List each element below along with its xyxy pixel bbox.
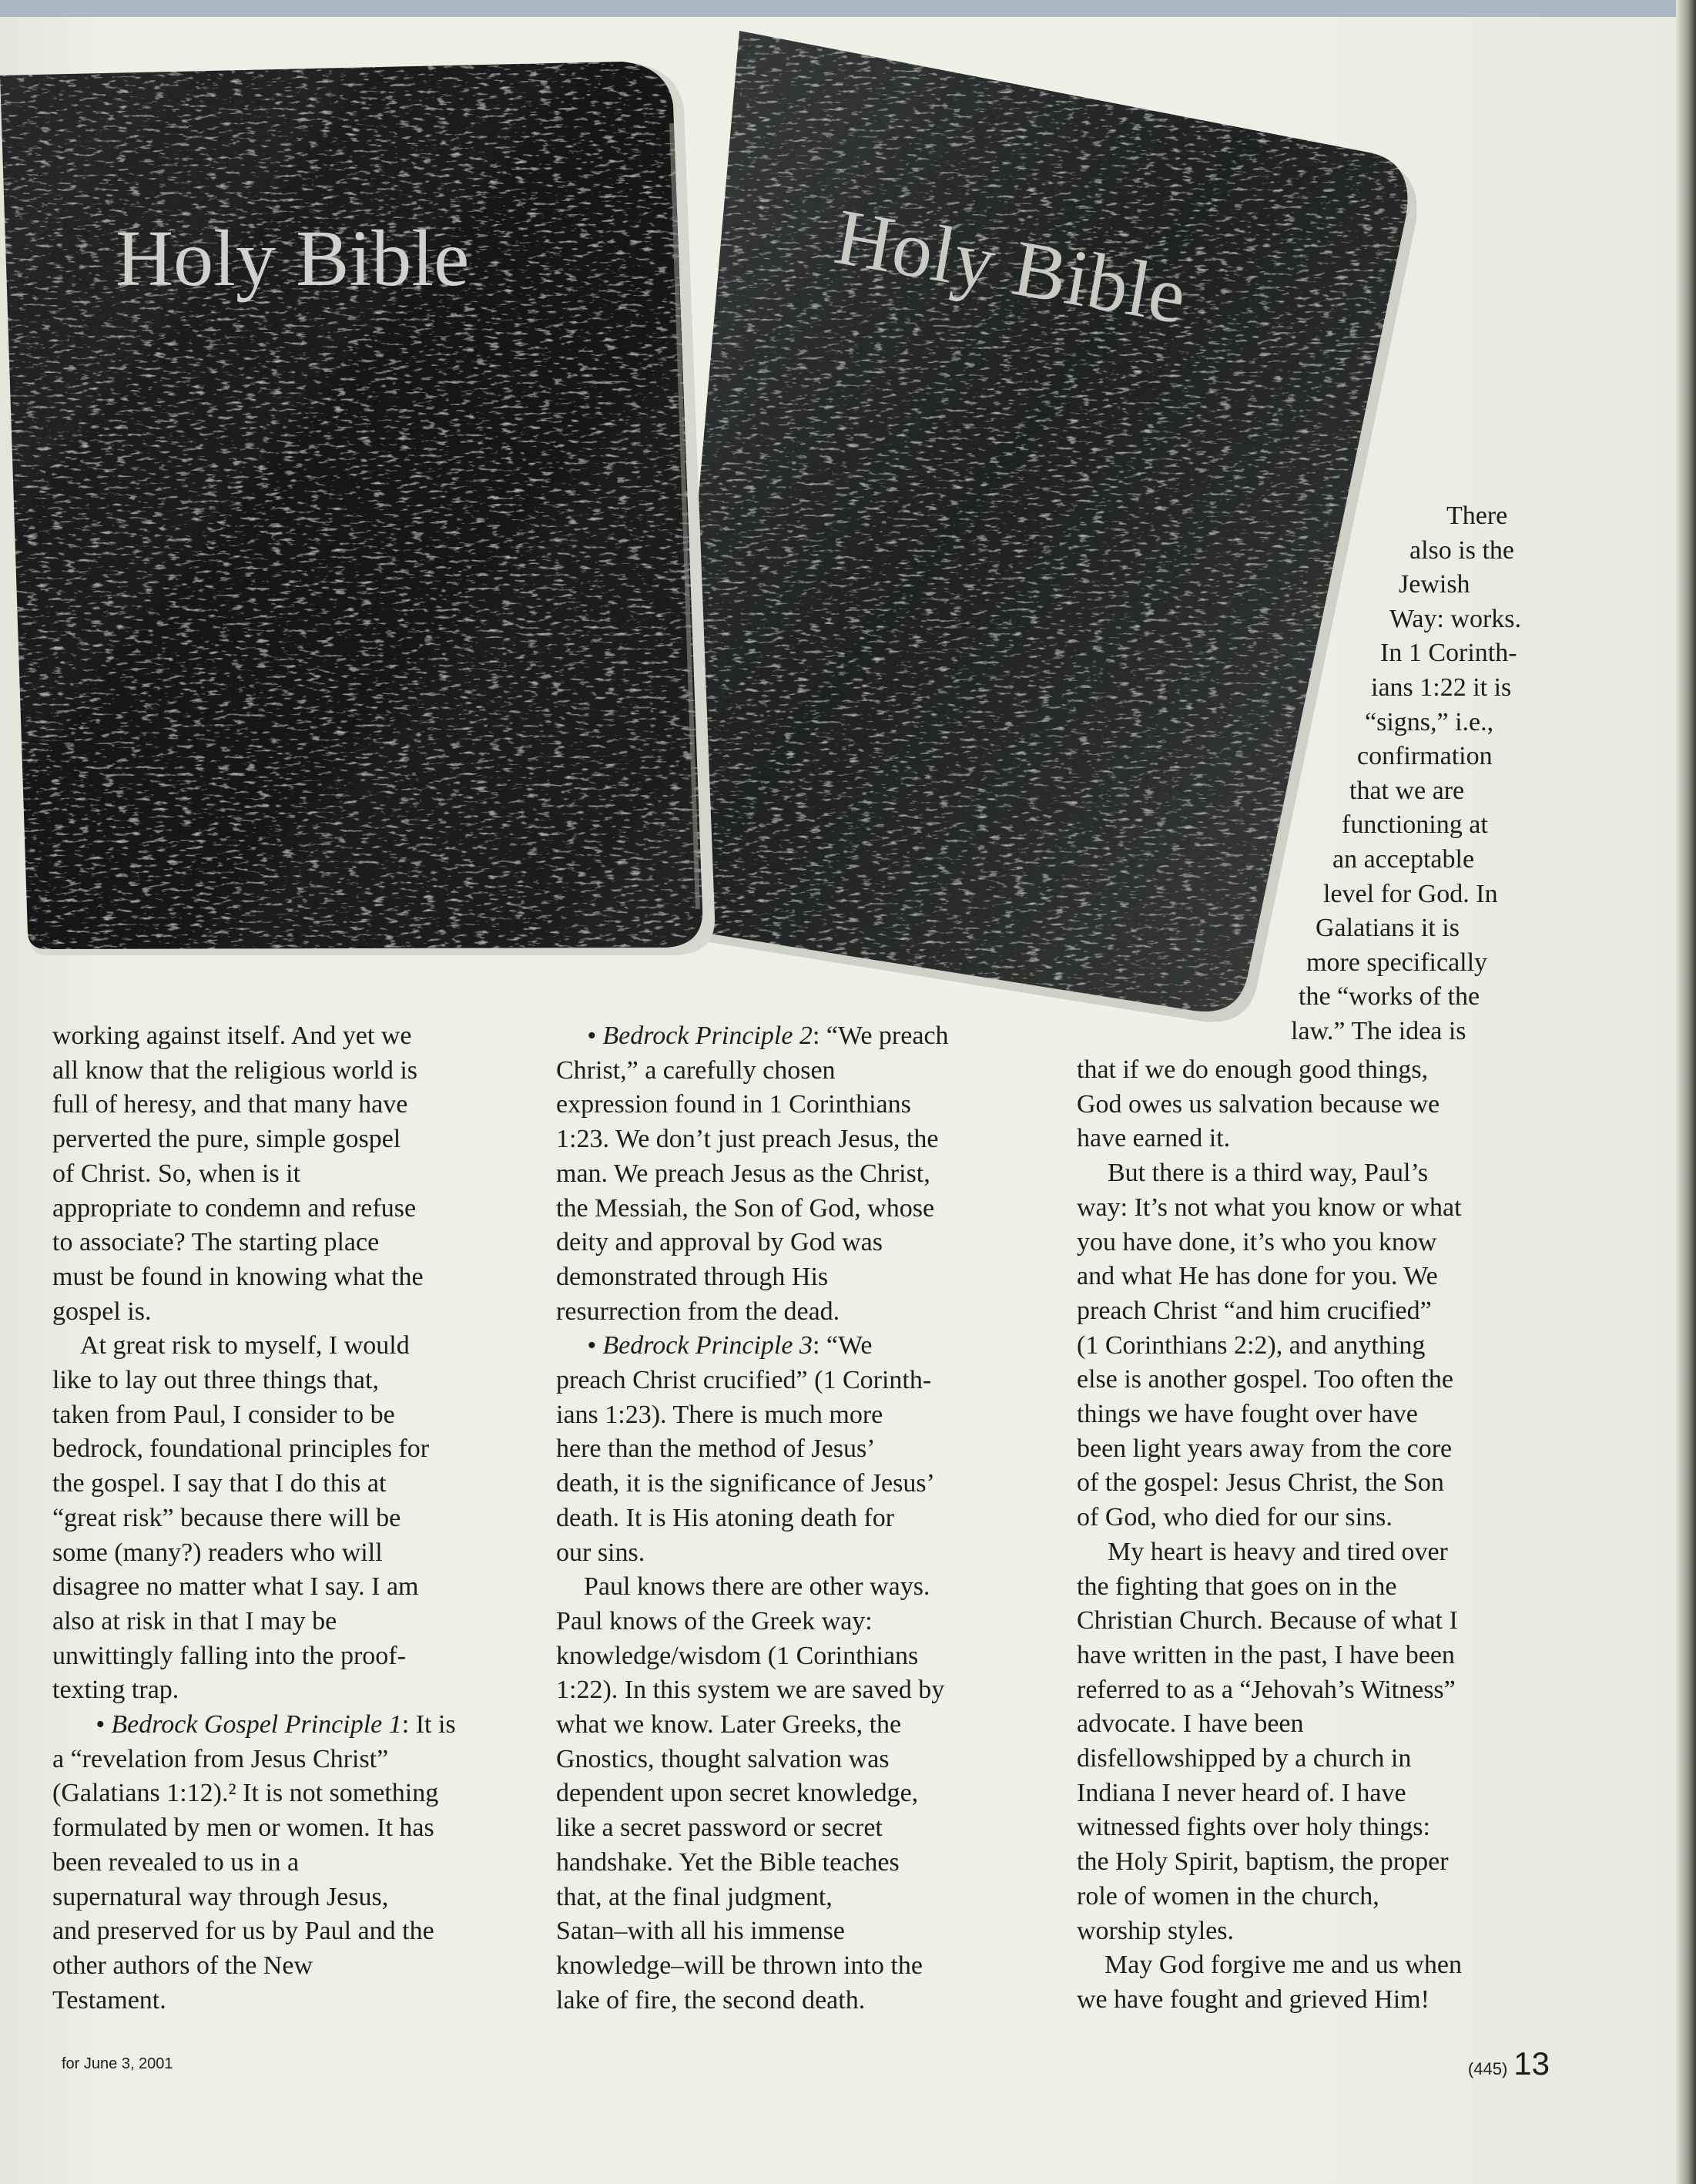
text-line: to associate? The starting place (52, 1228, 380, 1257)
text-line: Paul knows there are other ways. (584, 1572, 930, 1602)
text-line: demonstrated through His (556, 1262, 829, 1291)
text-line: other authors of the New (52, 1951, 313, 1980)
wrap-line: Galatians it is (1316, 914, 1460, 943)
wrap-line: more specifically (1306, 948, 1488, 977)
text-line: Satan–with all his immense (556, 1917, 845, 1946)
text-line: role of women in the church, (1077, 1881, 1379, 1911)
text-line: that if we do enough good things, (1077, 1055, 1429, 1084)
text-line: Gnostics, thought salvation was (556, 1744, 890, 1773)
column-2 (556, 1019, 1034, 2018)
text-line: expression found in 1 Corinthians (556, 1090, 911, 1119)
text-line: that, at the final judgment, (556, 1882, 833, 1911)
wrap-line: an acceptable (1332, 844, 1475, 874)
footer-date: for June 3, 2001 (62, 2055, 173, 2072)
text-fragment: : “We preach (812, 1022, 949, 1050)
text-line: here than the method of Jesus’ (556, 1434, 876, 1464)
wrap-line: There (1446, 502, 1508, 530)
wrap-line: Jewish (1399, 570, 1470, 599)
text-line: bedrock, foundational principles for (52, 1434, 430, 1464)
paragraph (1077, 1053, 1570, 1156)
text-line: God owes us salvation because we (1077, 1089, 1440, 1119)
text-line: have written in the past, I have been (1077, 1640, 1455, 1669)
text-line: working against itself. And yet we (52, 1022, 412, 1050)
text-line: unwittingly falling into the proof- (52, 1641, 406, 1670)
text-line: the Holy Spirit, baptism, the proper (1077, 1847, 1449, 1877)
wrap-line: level for God. In (1323, 879, 1498, 908)
left-bible (0, 62, 715, 955)
text-line: have earned it. (1077, 1124, 1231, 1153)
wrap-line: ians 1:22 it is (1371, 673, 1512, 702)
left-bible-title: Holy Bible (116, 214, 470, 303)
text-line (556, 1019, 1034, 1054)
text-line: preach Christ “and him crucified” (1077, 1296, 1432, 1325)
paragraph (556, 1329, 1034, 1570)
text-line: way: It’s not what you know or what (1077, 1193, 1462, 1222)
text-line: dependent upon secret knowledge, (556, 1779, 919, 1808)
text-line: of Christ. So, when is it (52, 1159, 301, 1188)
text-line: formulated by men or women. It has (52, 1813, 434, 1843)
paragraph (52, 1019, 514, 1329)
text-line: the fighting that goes on in the (1077, 1572, 1397, 1601)
text-line: worship styles. (1077, 1916, 1234, 1945)
text-line: also at risk in that I may be (52, 1606, 337, 1635)
text-line: referred to as a “Jehovah’s Witness” (1077, 1675, 1456, 1704)
text-line: our sins. (556, 1538, 645, 1567)
text-line: gospel is. (52, 1297, 152, 1326)
text-line: texting trap. (52, 1676, 179, 1705)
text-line: must be found in knowing what the (52, 1262, 424, 1291)
page-number: 13 (1513, 2045, 1550, 2082)
text-line: of God, who died for our sins. (1077, 1503, 1393, 1532)
text-line: a “revelation from Jesus Christ” (52, 1744, 389, 1773)
paragraph (52, 1708, 514, 2018)
text-line: all know that the religious world is (52, 1055, 418, 1085)
text-line: else is another gospel. Too often the (1077, 1365, 1453, 1394)
text-line: Testament. (52, 1985, 166, 2015)
wrap-line: law.” The idea is (1291, 1016, 1466, 1045)
text-line: lake of fire, the second death. (556, 1985, 866, 2015)
text-line: death, it is the significance of Jesus’ (556, 1469, 935, 1498)
wrap-text-column (1255, 499, 1564, 1049)
text-line: 1:22). In this system we are saved by (556, 1676, 945, 1705)
text-line: resurrection from the dead. (556, 1297, 840, 1326)
text-line: May God forgive me and us when (1104, 1951, 1462, 1980)
text-line: appropriate to condemn and refuse (52, 1193, 417, 1223)
paragraph (556, 1570, 1034, 2018)
text-line: (1 Corinthians 2:2), and anything (1077, 1330, 1426, 1360)
text-line: you have done, it’s who you know (1077, 1227, 1437, 1256)
paragraph (52, 1329, 514, 1708)
text-line: like a secret password or secret (556, 1813, 883, 1843)
wrap-line: In 1 Corinth- (1380, 639, 1517, 668)
text-line: handshake. Yet the Bible teaches (556, 1847, 900, 1877)
text-line: ians 1:23). There is much more (556, 1400, 883, 1429)
column-1 (52, 1019, 514, 2018)
issue-number: (445) (1467, 2059, 1508, 2078)
text-line: (Galatians 1:12).² It is not something (52, 1779, 439, 1808)
text-line: Christ,” a carefully chosen (556, 1055, 836, 1085)
text-line: what we know. Later Greeks, the (556, 1710, 902, 1739)
text-line: perverted the pure, simple gospel (52, 1125, 401, 1154)
paragraph (1077, 1156, 1570, 1535)
paragraph (1077, 1535, 1570, 1948)
wrap-line: confirmation (1357, 742, 1493, 771)
wrap-line: that we are (1349, 776, 1465, 805)
text-line: preach Christ crucified” (1 Corinth- (556, 1366, 932, 1395)
paragraph (1077, 1948, 1570, 2017)
text-line: witnessed fights over holy things: (1077, 1813, 1430, 1842)
text-line: knowledge–will be thrown into the (556, 1951, 923, 1980)
text-line: But there is a third way, Paul’s (1108, 1159, 1429, 1188)
text-line: some (many?) readers who will (52, 1538, 383, 1567)
text-line: Paul knows of the Greek way: (556, 1606, 873, 1635)
column-3 (1077, 1053, 1570, 2018)
text-line (556, 1329, 1034, 1364)
text-line: disfellowshipped by a church in (1077, 1744, 1412, 1773)
text-line: Christian Church. Because of what I (1077, 1606, 1458, 1635)
text-line (52, 1708, 514, 1743)
footer-page-info (1468, 2045, 1550, 2082)
wrap-line: “signs,” i.e., (1365, 707, 1494, 736)
wrap-line: the “works of the (1299, 982, 1480, 1011)
principle-heading: • Bedrock Gospel Principle 1 (96, 1710, 402, 1739)
text-fragment: : It is (401, 1710, 456, 1739)
top-scan-strip (0, 0, 1696, 17)
text-fragment: : “We (812, 1331, 873, 1360)
wrap-line: Way: works. (1389, 604, 1522, 633)
text-line: deity and approval by God was (556, 1228, 883, 1257)
text-line: At great risk to myself, I would (80, 1331, 410, 1360)
bibles-photo (0, 31, 1433, 1048)
text-line: things we have fought over have (1077, 1400, 1418, 1429)
text-line: Indiana I never heard of. I have (1077, 1778, 1406, 1807)
text-line: and what He has done for you. We (1077, 1262, 1438, 1291)
right-bible-title: Holy Bible (829, 192, 1193, 341)
principle-heading: • Bedrock Principle 3 (587, 1331, 813, 1360)
text-line: full of heresy, and that many have (52, 1090, 408, 1119)
text-line: and preserved for us by Paul and the (52, 1917, 434, 1946)
wrap-line: functioning at (1342, 810, 1488, 840)
text-line: been revealed to us in a (52, 1847, 300, 1877)
principle-heading: • Bedrock Principle 2 (587, 1022, 813, 1050)
text-line: man. We preach Jesus as the Christ, (556, 1159, 930, 1188)
text-line: of the gospel: Jesus Christ, the Son (1077, 1468, 1444, 1498)
text-line: “great risk” because there will be (52, 1503, 401, 1532)
page-right-edge (1676, 0, 1696, 2184)
text-line: death. It is His atoning death for (556, 1503, 895, 1532)
text-line: the gospel. I say that I do this at (52, 1469, 387, 1498)
text-line: knowledge/wisdom (1 Corinthians (556, 1641, 919, 1670)
paragraph (556, 1019, 1034, 1329)
text-line: like to lay out three things that, (52, 1366, 379, 1395)
text-line: disagree no matter what I say. I am (52, 1572, 419, 1602)
text-line: we have fought and grieved Him! (1077, 1984, 1430, 2014)
text-line: supernatural way through Jesus, (52, 1882, 389, 1911)
wrap-line: also is the (1409, 535, 1514, 565)
text-line: been light years away from the core (1077, 1434, 1453, 1463)
text-line: the Messiah, the Son of God, whose (556, 1193, 935, 1223)
text-line: advocate. I have been (1077, 1709, 1304, 1739)
text-line: 1:23. We don’t just preach Jesus, the (556, 1125, 939, 1154)
text-line: My heart is heavy and tired over (1108, 1537, 1448, 1566)
text-line: taken from Paul, I consider to be (52, 1400, 395, 1429)
